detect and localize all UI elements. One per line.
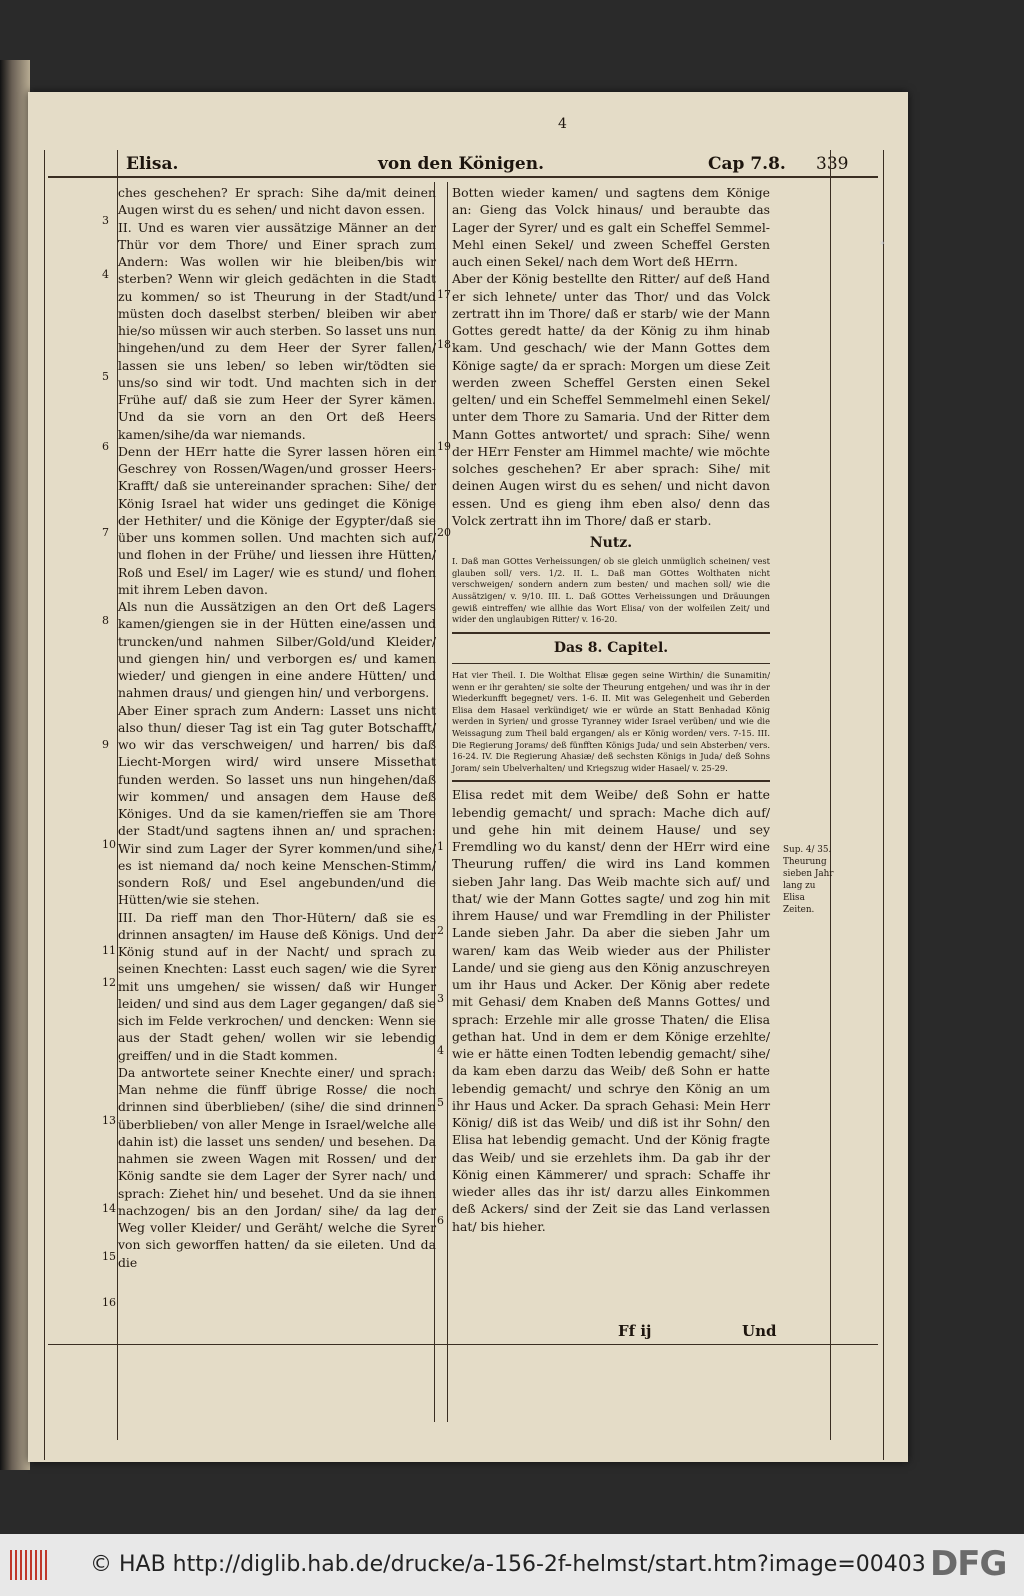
catchword: Und — [742, 1322, 777, 1340]
verse-number: 1 — [437, 840, 444, 853]
verse-number: 19 — [437, 440, 451, 453]
chapter-summary: Hat vier Theil. I. Die Wolthat Elisæ gegen seine Wirthin/ die Sunamitin/ wenn er ihr gerahten/ sie solte der Theurung entgehen/ und was ihr in der Wiederkunfft begegnet/ vers. 1-6. II. Mit was Gelegenheit und Geberden Elisa dem Hasael verkündiget/ wie er würde an Statt Benhadad König werden in Syrien/ und grosse Tyranney wider Israel verüben/ und wie die Weissagung zum Theil bald ergangen/ als er König worden/ vers. 7-15. III. Die Regierung Jorams/ deß fünfften Königs Juda/ und sein Absterben/ vers. 16-24. IV. Die Regierung Ahasiæ/ deß sechsten Königs in Juda/ deß Sohns Joram/ sein Ubelverhalten/ und Kriegszug wider Hasael/ v. 25-29. — [452, 670, 770, 773]
credit-link[interactable]: © HAB http://diglib.hab.de/drucke/a-156-2f-helmst/start.htm?image=00403 — [90, 1552, 926, 1577]
paragraph: Denn der HErr hatte die Syrer lassen hören ein Geschrey von Rossen/Wagen/und grosser Heers-Krafft/ daß sie untereinander sprachen: Sihe/ der König Israel hat wider uns gedinget die Könige der Hethiter/ und die Könige der Egypter/daß sie über uns kommen sollen. Und machten sich auf/ und flohen in der Frühe/ und liessen ihre Hütten/ Roß und Esel/ im Lager/ wie es stund/ und flohen mit ihrem Leben davon. — [118, 443, 436, 597]
paragraph: Aber der König bestellte den Ritter/ auf deß Hand er sich lehnete/ unter das Thor/ und das Volck zertratt ihn im Thore/ daß er starb/ wie der Mann Gottes geredt hatte/ da der König zu ihm hinab kam. Und geschach/ wie der Mann Gottes dem Könige sagte/ da er sprach: Morgen um diese Zeit werden zween Scheffel Gersten einen Sekel gelten/ und ein Scheffel Semmelmehl einen Sekel/ unter dem Thore zu Samaria. Und der Ritter dem Mann Gottes antwortet/ und sprach: Sihe/ wenn der HErr Fenster am Himmel machte/ wie möchte solches geschehen? Er aber sprach: Sihe/ mit deinen Augen wirst du es sehen/ und nicht davon essen. Und es gieng ihm eben also/ denn das Volck zertratt ihn im Thore/ daß er starb. — [452, 271, 770, 528]
verse-number: 5 — [102, 370, 109, 383]
verse-number: 11 — [102, 944, 116, 957]
header-left: Elisa. — [126, 154, 179, 174]
verse-number: 7 — [102, 526, 109, 539]
verse-number: 4 — [102, 268, 109, 281]
barcode-logo-icon — [10, 1550, 50, 1580]
verse-number: 14 — [102, 1202, 116, 1215]
verse-number: 20 — [437, 526, 451, 539]
marginal-note: Sup. 4/ 35. Theurung sieben Jahr lang zu Elisa Zeiten. — [783, 845, 834, 915]
book-edge — [0, 60, 30, 1470]
header-center: von den Königen. — [378, 154, 545, 174]
verse-number: 9 — [102, 738, 109, 751]
verse-number: 18 — [437, 338, 451, 351]
verse-number: 4 — [437, 1044, 444, 1057]
verse-number: 13 — [102, 1114, 116, 1127]
top-mark: 4 — [558, 116, 567, 132]
page-number: 339 — [816, 154, 849, 174]
verse-number: 10 — [102, 838, 116, 851]
speck: * — [880, 240, 885, 251]
column-divider — [434, 182, 448, 1422]
right-text-column — [452, 184, 770, 1235]
verse-number: 6 — [102, 440, 109, 453]
paragraph: Als nun die Aussätzigen an den Ort deß Lagers kamen/giengen sie in der Hütten eine/assen und truncken/und nahmen Silber/Gold/und Kleider/ und giengen hin/ und verborgen es/ und kamen wieder/ und giengen in eine andere Hütten/ und nahmen draus/ und giengen hin/ und verborgens. — [118, 599, 436, 701]
verse-number: 2 — [437, 924, 444, 937]
nutz-text: I. Daß man GOttes Verheissungen/ ob sie gleich unmüglich scheinen/ vest glauben soll/ vers. 1/2. II. L. Daß man GOttes Wolthaten nicht verschweigen/ sondern andern zum besten/ und machen soll/ wie die Aussätzigen/ v. 9/10. III. L. Daß GOttes Verheissungen und Dräuungen gewiß eintreffen/ wie allhie das Wort Elisa/ von der wolfeilen Zeit/ und wider den unglaubigen Ritter/ v. 16-20. — [452, 556, 770, 625]
divider — [452, 663, 770, 664]
left-text-column — [118, 184, 436, 1271]
verse-number: 15 — [102, 1250, 116, 1263]
footer-rule — [48, 1344, 878, 1345]
nutz-heading: Nutz. — [589, 535, 633, 551]
verse-number: 12 — [102, 976, 116, 989]
verse-number: 17 — [437, 288, 451, 301]
header-right: Cap 7.8. — [708, 154, 786, 174]
paragraph: Elisa redet mit dem Weibe/ deß Sohn er hatte lebendig gemacht/ und sprach: Mache dich auf/ und gehe hin mit deinem Hause/ und sey Fremdling wo du kanst/ denn der HErr wird eine Theurung ruffen/ die wird ins Land kommen sieben Jahr lang. Das Weib machte sich auf/ und that/ wie der Mann Gottes sagte/ und zog hin mit ihrem Hause/ und war Fremdling in der Philister Lande sieben Jahr. Da aber die sieben Jahr um waren/ kam das Weib wieder aus der Philister Lande/ und sie gieng aus den König anzuschreyen um ihr Haus und Acker. Der König aber redete mit Gehasi/ dem Knaben deß Manns Gottes/ und sprach: Erzehle mir alle grosse Thaten/ die Elisa gethan hat. Und in dem er dem Könige erzehlte/ wie er hätte einen Todten lebendig gemacht/ sihe/ da kam eben darzu das Weib/ deß Sohn er hatte lebendig gemacht/ und schrye den König an um ihr Haus und Acker. Da sprach Gehasi: Mein Herr König/ diß ist das Weib/ und diß ist ihr Sohn/ den Elisa hat lebendig gemacht. Und der König fragte das Weib/ und sie erzehlets ihm. Da gab ihr der König einen Kämmerer/ und sprach: Schaffe ihr wieder alles das ihr ist/ darzu alles Einkommen deß Ackers/ sind der Zeit sie das Land verlassen hat/ bis hieher. — [452, 787, 770, 1234]
paragraph: Da antwortete seiner Knechte einer/ und sprach: Man nehme die fünff übrige Rosse/ die noch drinnen sind überblieben/ (sihe/ die sind drinnen überblieben/ von aller Menge in Israel/welche alle dahin ist) die lasset uns senden/ und besehen. Da nahmen sie zween Wagen mit Rossen/ und der König sandte sie dem Lager der Syrer nach/ und sprach: Ziehet hin/ und besehet. Und da sie ihnen nachzogen/ bis an den Jordan/ sihe/ da lag der Weg voller Kleider/ und Geräht/ welche die Syrer von sich geworffen hatten/ da sie eileten. Und da die — [118, 1064, 436, 1270]
dfg-logo: DFG — [930, 1544, 1007, 1584]
credit-bar — [0, 1534, 1024, 1596]
verse-number: 3 — [102, 214, 109, 227]
paragraph: III. Da rieff man den Thor-Hütern/ daß sie es drinnen ansagten/ im Hause deß Königs. Und der König stund auf in der Nacht/ und sprach zu seinen Knechten: Lasst euch sagen/ wie die Syrer mit uns umgehen/ sie wissen/ daß wir Hunger leiden/ und sind aus dem Lager gegangen/ daß sie sich im Felde verkrochen/ und dencken: Wenn sie aus der Stadt gehen/ wollen wir sie lebendig greiffen/ und in die Stadt kommen. — [118, 909, 436, 1063]
paragraph: ches geschehen? Er sprach: Sihe da/mit deinen Augen wirst du es sehen/ und nicht davon essen. — [118, 185, 436, 218]
paragraph: Botten wieder kamen/ und sagtens dem Könige an: Gieng das Volck hinaus/ und beraubte das Lager der Syrer/ und es galt ein Scheffel Semmel-Mehl einen Sekel/ und zween Scheffel Gersten auch einen Sekel/ nach dem Wort deß HErrn. — [452, 185, 770, 269]
chapter-heading: Das 8. Capitel. — [553, 639, 669, 656]
divider — [452, 780, 770, 782]
verse-number: 3 — [437, 992, 444, 1005]
verse-number: 6 — [437, 1214, 444, 1227]
scanned-page — [28, 92, 908, 1462]
divider — [452, 632, 770, 634]
paragraph: Aber Einer sprach zum Andern: Lasset uns nicht also thun/ dieser Tag ist ein Tag guter Botschafft/ wo wir das verschweigen/ und harren/ bis daß Liecht-Morgen wird/ wird unsere Missethat funden werden. So lasset uns nun hingehen/daß wir kommen/ und ansagen dem Hause deß Königes. Und da sie kamen/rieffen sie am Thore der Stadt/und sagtens ihnen an/ und sprachen: Wir sind zum Lager der Syrer kommen/und sihe/ es ist niemand da/ noch keine Menschen-Stimm/ sondern Roß/ und Esel angebunden/und die Hütten/wie sie stehen. — [118, 702, 436, 908]
verse-number: 5 — [437, 1096, 444, 1109]
signature-mark: Ff ij — [618, 1322, 652, 1340]
paragraph: II. Und es waren vier aussätzige Männer an der Thür vor dem Thore/ und Einer sprach zum Andern: Was wollen wir hie bleiben/bis wir sterben? Wenn wir gleich gedächten in die Stadt zu kommen/ so ist Theurung in der Stadt/und müsten doch daselbst sterben/ bleiben wir aber hie/so müssen wir auch sterben. So lasset uns nun hingehen/und zu dem Heer der Syrer fallen/ lassen sie uns leben/ so leben wir/tödten sie uns/so sind wir todt. Und machten sich in der Frühe auf/ daß sie zum Heer der Syrer kämen. Und da sie vorn an den Ort deß Heers kamen/sihe/da war niemands. — [118, 219, 436, 442]
verse-number: 16 — [102, 1296, 116, 1309]
verse-number: 8 — [102, 614, 109, 627]
